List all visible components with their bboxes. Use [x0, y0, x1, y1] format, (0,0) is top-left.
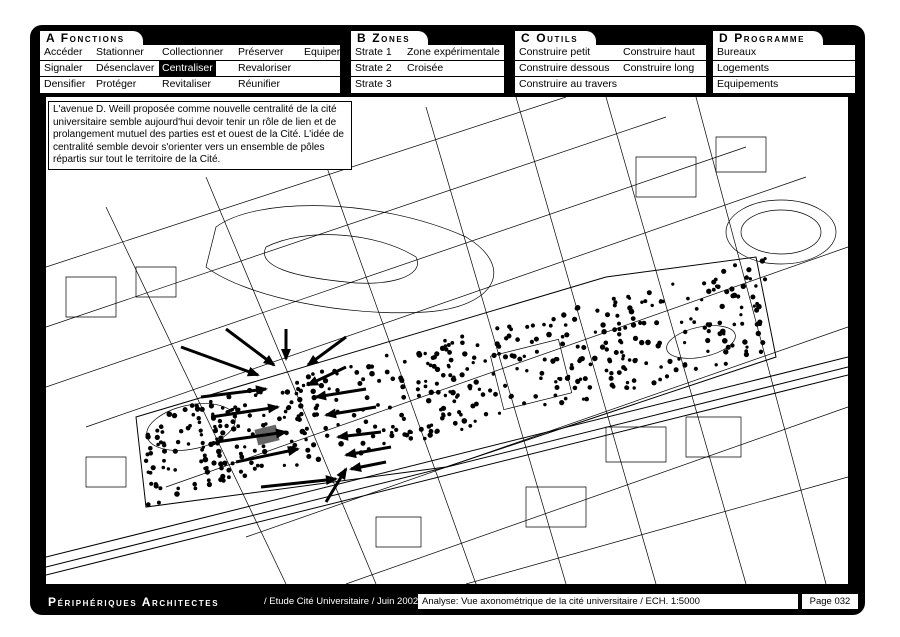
option-preserver[interactable]: Préserver — [238, 46, 284, 58]
option-proteger[interactable]: Protéger — [96, 78, 137, 90]
option-revitaliser[interactable]: Revitaliser — [162, 78, 212, 90]
panel-c-row — [515, 45, 706, 61]
tree-dots — [144, 257, 767, 507]
option-construire-dessous[interactable]: Construire dessous — [519, 62, 610, 74]
footer-analysis: Analyse: Vue axonométrique de la cité universitaire / ECH. 1:5000 — [418, 594, 798, 609]
option-strate-1[interactable]: Strate 1 — [355, 46, 392, 58]
panel-zones-options — [351, 45, 504, 93]
option-signaler[interactable]: Signaler — [44, 62, 83, 74]
panel-b-row — [351, 77, 504, 92]
option-equipements[interactable]: Equipements — [717, 78, 779, 90]
option-strate-2[interactable]: Strate 2 — [355, 62, 392, 74]
footer-page-number: Page 032 — [802, 594, 858, 609]
panel-d-row — [713, 61, 855, 77]
panel-a-row — [40, 45, 340, 61]
panel-d-row — [713, 77, 855, 92]
panel-zones-title: B Zones — [351, 31, 428, 45]
option-strate-3[interactable]: Strate 3 — [355, 78, 392, 90]
panel-fonctions-title: A Fonctions — [40, 31, 143, 45]
footer-bar — [30, 589, 865, 615]
option-desenclaver[interactable]: Désenclaver — [96, 62, 155, 74]
panel-a-row — [40, 61, 340, 77]
panel-fonctions-options — [40, 45, 340, 93]
panel-programme-title: D Programme — [713, 31, 823, 45]
panel-d-row — [713, 45, 855, 61]
option-reunifier[interactable]: Réunifier — [238, 78, 281, 90]
page-frame — [30, 25, 865, 615]
axonometric-map — [46, 97, 848, 584]
panel-c-row — [515, 77, 706, 92]
option-densifier[interactable]: Densifier — [44, 78, 86, 90]
panel-outils-options — [515, 45, 706, 93]
footer-study: / Etude Cité Universitaire / Juin 2002 — [264, 596, 419, 607]
panel-outils-title: C Outils — [515, 31, 596, 45]
panel-b-row — [351, 61, 504, 77]
panel-b-row — [351, 45, 504, 61]
option-centraliser[interactable]: Centraliser — [159, 61, 216, 76]
option-construire-au-travers[interactable]: Construire au travers — [519, 78, 618, 90]
option-collectionner[interactable]: Collectionner — [162, 46, 224, 58]
option-revaloriser[interactable]: Revaloriser — [238, 62, 292, 74]
option-croisee[interactable]: Croisée — [407, 62, 444, 74]
axonometric-map-drawing — [46, 97, 848, 584]
option-logements[interactable]: Logements — [717, 62, 769, 74]
option-acceder[interactable]: Accéder — [44, 46, 83, 58]
option-equiper[interactable]: Equiper — [304, 46, 341, 58]
option-bureaux[interactable]: Bureaux — [717, 46, 757, 58]
panel-programme-options — [713, 45, 855, 93]
option-stationner[interactable]: Stationner — [96, 46, 144, 58]
description-text: L'avenue D. Weill proposée comme nouvelle centralité de la cité universitaire semble aujourd'hui devoir tenir un rôle de lien et de prolangement mutuel des parties est et ouest de la Cité. L'idée de centralité semble devoir s'orienter vers un ensemble de pôles répartis sur tout le territoire de la Cité. — [48, 101, 352, 170]
option-construire-petit[interactable]: Construire petit — [519, 46, 591, 58]
option-construire-haut[interactable]: Construire haut — [623, 46, 695, 58]
centrality-arrows — [181, 329, 391, 502]
panel-a-row — [40, 77, 340, 92]
footer-brand: Périphériques Architectes — [48, 595, 220, 609]
option-zone-experimentale[interactable]: Zone expérimentale — [407, 46, 500, 58]
panel-c-row — [515, 61, 706, 77]
option-construire-long[interactable]: Construire long — [623, 62, 695, 74]
